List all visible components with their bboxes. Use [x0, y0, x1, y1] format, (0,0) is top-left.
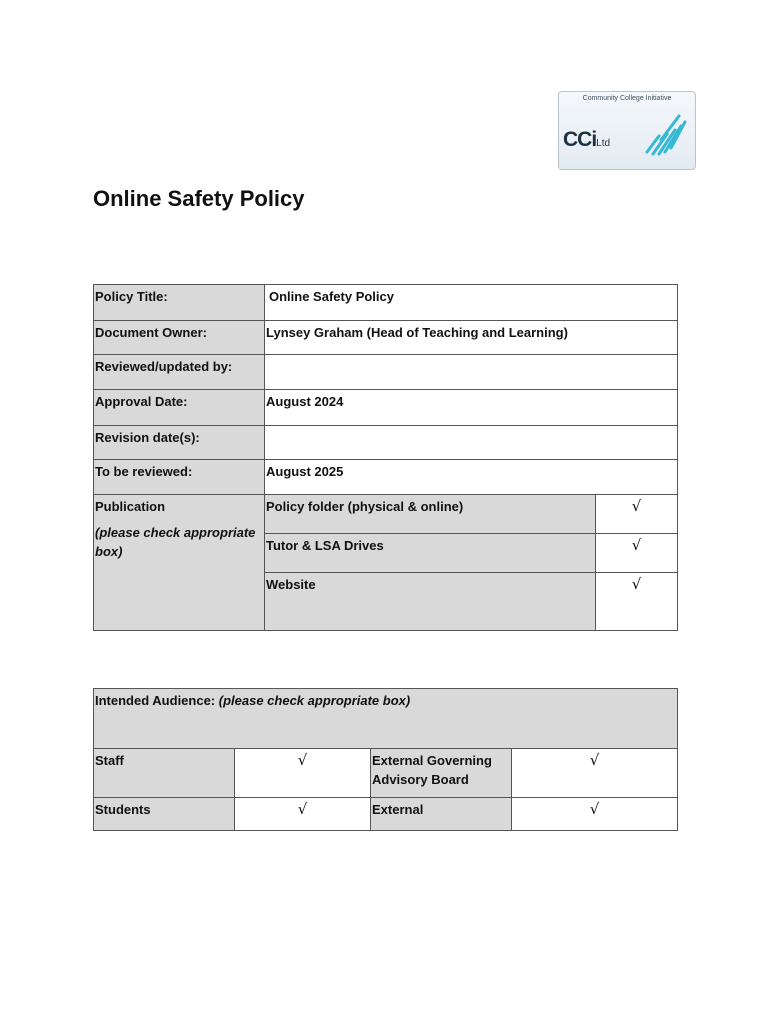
logo-mark	[563, 128, 610, 152]
document-title: Online Safety Policy	[93, 186, 305, 211]
publication-checkbox[interactable]: √	[596, 573, 678, 631]
row-value	[265, 426, 678, 460]
row-value: August 2025	[265, 460, 678, 495]
publication-option: Tutor & LSA Drives	[265, 534, 596, 573]
intended-audience-table	[93, 688, 678, 831]
row-value: Lynsey Graham (Head of Teaching and Learning)	[265, 321, 678, 355]
row-label: Document Owner:	[94, 321, 265, 355]
logo-swoosh-icon	[639, 110, 689, 158]
table-row	[94, 460, 678, 495]
row-label: To be reviewed:	[94, 460, 265, 495]
audience-heading-note: (please check appropriate box)	[218, 693, 411, 708]
row-label: Policy Title:	[94, 285, 265, 321]
audience-heading	[94, 689, 678, 749]
table-row	[94, 495, 678, 534]
audience-checkbox[interactable]: √	[512, 798, 678, 831]
table-row	[94, 355, 678, 390]
audience-checkbox[interactable]: √	[235, 749, 371, 798]
logo-mark-text: CCi	[563, 128, 597, 151]
logo-tagline: Community College Initiative	[582, 95, 672, 102]
audience-label: Students	[94, 798, 235, 831]
audience-heading-label: Intended Audience:	[95, 693, 216, 708]
publication-label: Publication	[95, 499, 166, 514]
audience-checkbox[interactable]: √	[235, 798, 371, 831]
publication-note: (please check appropriate box)	[95, 525, 256, 559]
publication-checkbox[interactable]: √	[596, 495, 678, 534]
publication-option: Policy folder (physical & online)	[265, 495, 596, 534]
table-row	[94, 321, 678, 355]
table-row	[94, 798, 678, 831]
publication-cell	[94, 495, 265, 631]
row-label: Approval Date:	[94, 390, 265, 426]
audience-label: External Governing Advisory Board	[371, 749, 512, 798]
table-row	[94, 749, 678, 798]
table-row	[94, 689, 678, 749]
table-row	[94, 426, 678, 460]
row-value: August 2024	[265, 390, 678, 426]
audience-label: External	[371, 798, 512, 831]
audience-checkbox[interactable]: √	[512, 749, 678, 798]
row-value	[265, 355, 678, 390]
company-logo	[558, 91, 696, 170]
row-label: Revision date(s):	[94, 426, 265, 460]
policy-details-table	[93, 284, 678, 631]
row-label: Reviewed/updated by:	[94, 355, 265, 390]
row-value: Online Safety Policy	[265, 285, 678, 321]
logo-suffix: Ltd	[596, 138, 611, 149]
table-row	[94, 285, 678, 321]
publication-checkbox[interactable]: √	[596, 534, 678, 573]
table-row	[94, 390, 678, 426]
audience-label: Staff	[94, 749, 235, 798]
publication-option: Website	[265, 573, 596, 631]
